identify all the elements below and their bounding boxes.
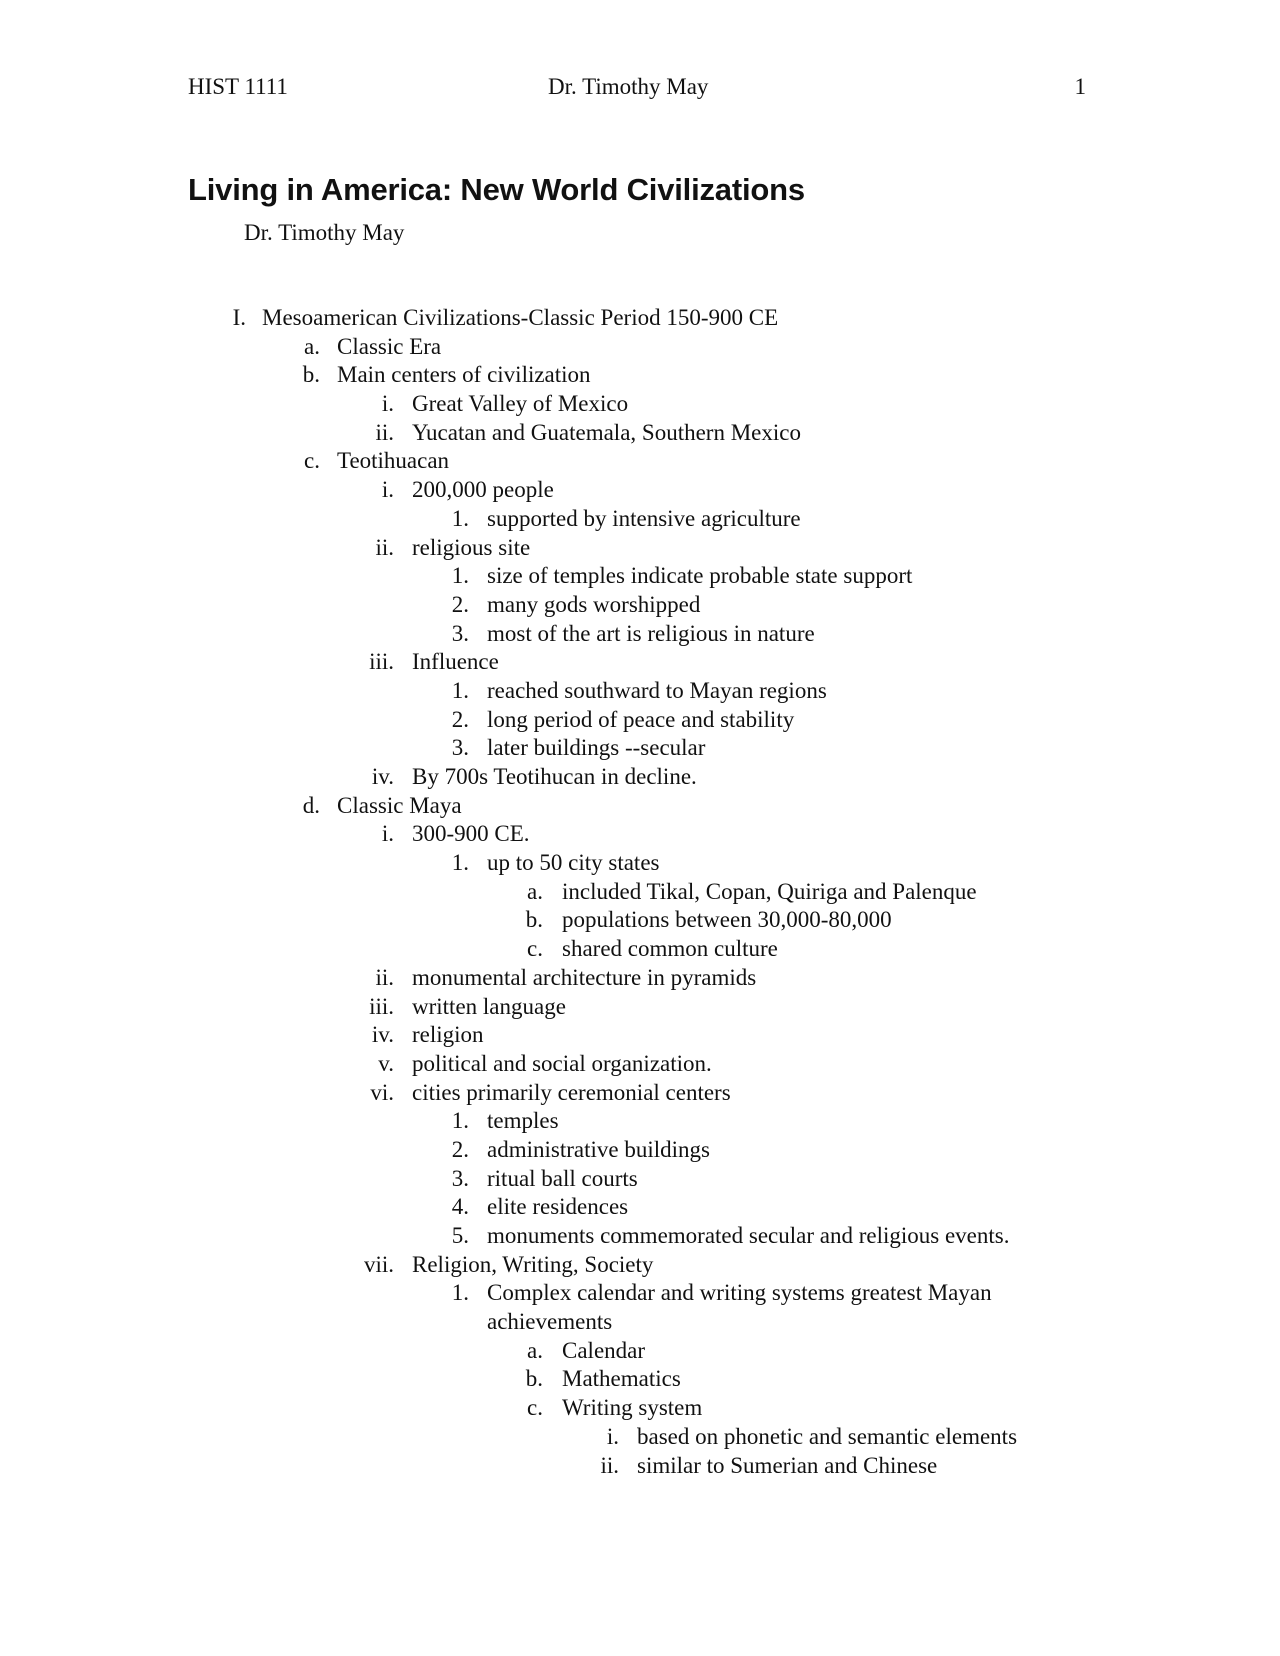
outline-item [0, 1452, 1280, 1481]
outline-item [0, 648, 1280, 677]
outline-text: written language [412, 993, 566, 1019]
outline-item [0, 304, 1280, 333]
outline-item [0, 792, 1280, 821]
outline-marker: 3. [451, 620, 469, 646]
outline-text: By 700s Teotihucan in decline. [412, 764, 697, 789]
outline-marker: i. [381, 821, 394, 847]
outline-text: Mathematics [562, 1366, 681, 1392]
outline-item [0, 1365, 1280, 1394]
page-number: 1 [1074, 74, 1086, 99]
outline-marker: 2. [451, 706, 469, 732]
outline-text: Classic Era [337, 333, 442, 359]
outline-marker: iii. [369, 993, 394, 1019]
outline-item [0, 1394, 1280, 1423]
outline-marker: iii. [369, 649, 394, 675]
outline-marker: 5. [451, 1223, 469, 1248]
outline-text: administrative buildings [487, 1136, 710, 1162]
outline-item [0, 390, 1280, 419]
outline-item [0, 1222, 1280, 1251]
outline-item [0, 419, 1280, 448]
outline-marker: 3. [451, 735, 469, 761]
outline [0, 304, 1280, 1480]
outline-item [0, 878, 1280, 907]
outline-item [0, 1050, 1280, 1079]
outline-text: political and social organization. [412, 1050, 712, 1076]
outline-item [0, 476, 1280, 505]
outline-text: populations between 30,000-80,000 [562, 907, 892, 933]
outline-item [0, 447, 1280, 476]
outline-text: many gods worshipped [487, 591, 701, 617]
outline-item [0, 591, 1280, 620]
outline-item [0, 935, 1280, 964]
outline-item [0, 906, 1280, 935]
outline-item [0, 993, 1280, 1022]
outline-text: monumental architecture in pyramids [412, 964, 757, 990]
outline-marker: v. [378, 1050, 394, 1076]
outline-text: Complex calendar and writing systems greatest Mayan [487, 1280, 992, 1306]
outline-text: included Tikal, Copan, Quiriga and Palenque [562, 878, 977, 904]
outline-marker: 1. [451, 1280, 469, 1306]
outline-text: size of temples indicate probable state support [487, 563, 913, 589]
outline-item [0, 1136, 1280, 1165]
outline-text: reached southward to Mayan regions [487, 677, 827, 703]
outline-marker: ii. [600, 1452, 619, 1478]
outline-text: similar to Sumerian and Chinese [637, 1452, 938, 1478]
outline-marker: ii. [375, 534, 394, 560]
outline-text: Classic Maya [337, 792, 462, 818]
outline-item [0, 849, 1280, 878]
outline-text: religious site [412, 534, 531, 560]
outline-marker: ii. [375, 419, 394, 445]
outline-item [0, 1193, 1280, 1222]
outline-text: shared common culture [562, 936, 778, 962]
outline-marker: ii. [375, 964, 394, 990]
outline-text: up to 50 city states [487, 850, 660, 876]
outline-marker: 2. [451, 591, 469, 617]
outline-item [0, 706, 1280, 735]
outline-item [0, 1308, 1280, 1337]
outline-marker: I. [232, 305, 246, 330]
outline-item [0, 534, 1280, 563]
outline-text: 300-900 CE. [412, 821, 530, 847]
outline-item [0, 1251, 1280, 1280]
outline-item [0, 1337, 1280, 1366]
course-code: HIST 1111 [188, 74, 288, 99]
outline-marker: 2. [451, 1136, 469, 1162]
outline-item [0, 677, 1280, 706]
outline-text: Yucatan and Guatemala, Southern Mexico [412, 419, 801, 445]
outline-text: based on phonetic and semantic elements [637, 1423, 1018, 1449]
outline-item [0, 1423, 1280, 1452]
outline-text: religion [412, 1022, 484, 1048]
outline-item [0, 1021, 1280, 1050]
outline-marker: a. [304, 333, 320, 359]
outline-item [0, 333, 1280, 362]
outline-text: cities primarily ceremonial centers [412, 1079, 731, 1105]
outline-text: Teotihuacan [337, 448, 450, 474]
outline-marker: b. [525, 1366, 543, 1392]
outline-marker: b. [525, 907, 543, 933]
outline-marker: 4. [451, 1194, 469, 1220]
outline-item [0, 1279, 1280, 1308]
outline-marker: c. [304, 448, 320, 474]
outline-text: supported by intensive agriculture [487, 505, 801, 531]
outline-item [0, 964, 1280, 993]
outline-item [0, 620, 1280, 649]
outline-text: temples [487, 1108, 559, 1134]
outline-text: Influence [412, 649, 499, 675]
outline-marker: c. [527, 1395, 543, 1421]
outline-item [0, 1165, 1280, 1194]
outline-marker: c. [527, 936, 543, 962]
outline-text: Great Valley of Mexico [412, 391, 629, 417]
outline-text: elite residences [487, 1194, 629, 1220]
outline-item [0, 763, 1280, 792]
outline-marker: i. [381, 391, 394, 417]
outline-item [0, 361, 1280, 390]
outline-marker: d. [302, 792, 320, 818]
outline-text: long period of peace and stability [487, 706, 795, 732]
outline-item [0, 505, 1280, 534]
outline-marker: b. [302, 362, 320, 388]
outline-marker: 3. [451, 1165, 469, 1191]
outline-marker: vii. [363, 1251, 394, 1277]
outline-text: Mesoamerican Civilizations-Classic Period 150-900 CE [262, 305, 779, 330]
outline-marker: 1. [451, 1108, 469, 1134]
outline-text: Religion, Writing, Society [412, 1251, 654, 1277]
outline-text: later buildings --secular [487, 735, 706, 761]
outline-marker: vi. [370, 1079, 394, 1105]
outline-text: Writing system [562, 1395, 703, 1421]
outline-marker: a. [527, 878, 543, 904]
outline-text: Calendar [562, 1337, 646, 1363]
outline-marker: a. [527, 1337, 543, 1363]
outline-marker: i. [606, 1423, 619, 1449]
outline-text: Main centers of civilization [337, 362, 591, 388]
page-header [188, 74, 1086, 106]
document-author: Dr. Timothy May [244, 220, 405, 245]
outline-item [0, 734, 1280, 763]
outline-marker: 1. [451, 505, 469, 531]
outline-marker: iv. [371, 764, 394, 789]
outline-item [0, 1107, 1280, 1136]
outline-text: achievements [487, 1309, 613, 1335]
header-author: Dr. Timothy May [548, 74, 709, 99]
outline-text: ritual ball courts [487, 1165, 638, 1191]
outline-marker: 1. [451, 563, 469, 589]
outline-marker: i. [381, 477, 394, 503]
outline-item [0, 562, 1280, 591]
outline-text: monuments commemorated secular and religious events. [487, 1223, 1010, 1248]
outline-marker: 1. [451, 850, 469, 876]
outline-marker: 1. [451, 677, 469, 703]
document-title: Living in America: New World Civilizations [188, 172, 805, 207]
outline-marker: iv. [371, 1022, 394, 1048]
outline-text: most of the art is religious in nature [487, 620, 815, 646]
outline-item [0, 1079, 1280, 1108]
outline-item [0, 820, 1280, 849]
outline-text: 200,000 people [412, 477, 554, 503]
